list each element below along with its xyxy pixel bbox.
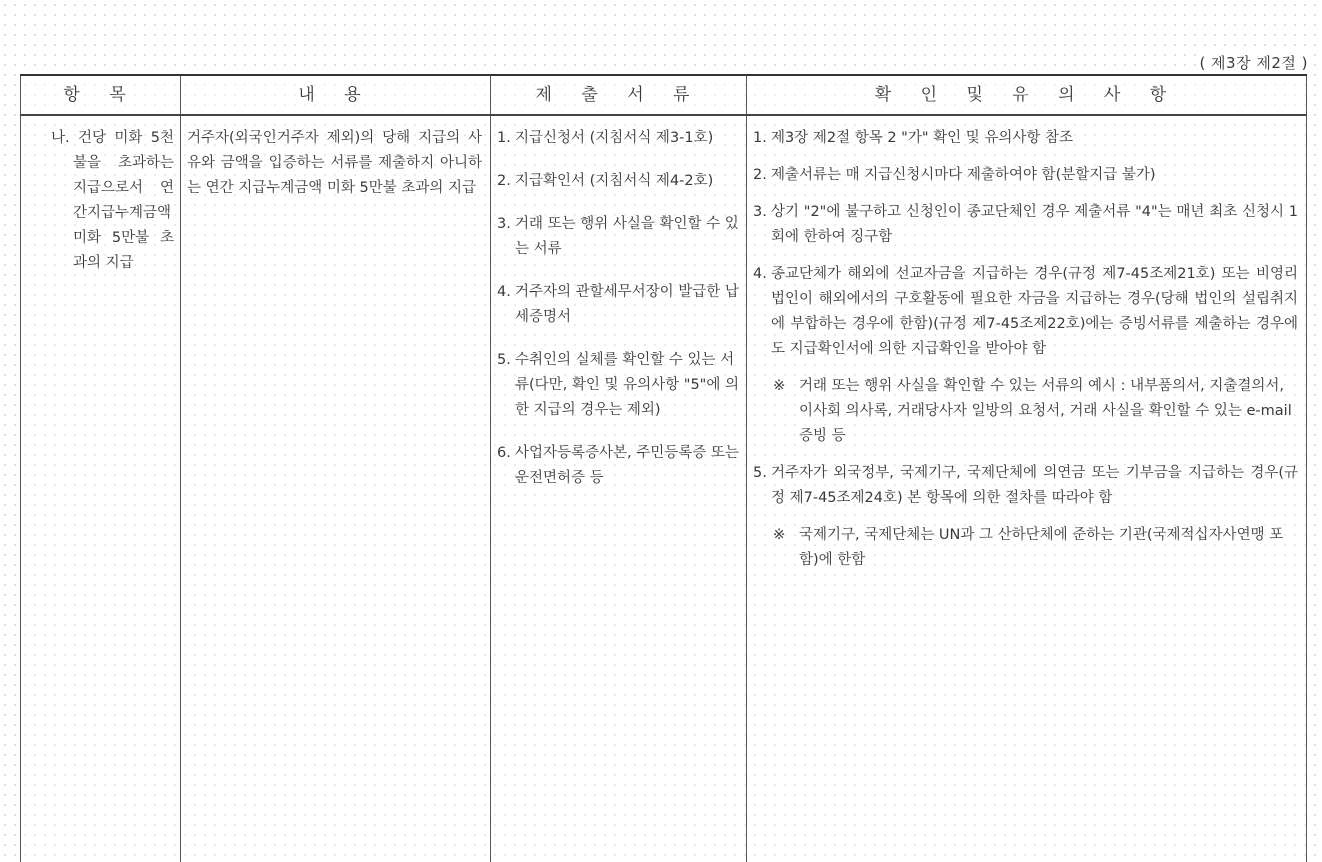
note-item: [753, 461, 1298, 511]
note-text: 제출서류는 매 지급신청시마다 제출하여야 함(분할지급 불가): [771, 167, 1156, 183]
content-cell: [181, 115, 491, 862]
document-text: 수취인의 실체를 확인할 수 있는 서류(다만, 확인 및 유의사항 "5"에 의한 지급의 경우는 제외): [515, 352, 739, 418]
note-number: 1.: [753, 130, 767, 146]
document-item: [497, 169, 740, 194]
document-text: 거주자의 관할세무서장이 발급한 납세증명서: [515, 284, 739, 325]
document-number: 2.: [497, 173, 511, 189]
document-item: [497, 348, 740, 423]
note-number: 4.: [753, 266, 767, 282]
note-text: 종교단체가 해외에 선교자금을 지급하는 경우(규정 제7-45조제21호) 또는 비영리법인이 해외에서의 구호활동에 필요한 자금을 지급하는 경우(당해 법인의 설립취지에 부합하는 경우에 한함)(규정 제7-45조제22호)에는 증빙서류를 제출하는 경우에도 지급확인서에 의한 지급확인을 받아야 함: [771, 266, 1298, 357]
note-item: [753, 126, 1298, 151]
note-text: 상기 "2"에 불구하고 신청인이 종교단체인 경우 제출서류 "4"는 매년 최초 신청시 1회에 한하여 징구함: [771, 204, 1298, 245]
document-text: 거래 또는 행위 사실을 확인할 수 있는 서류: [515, 216, 739, 257]
document-number: 3.: [497, 216, 511, 232]
header-documents: 제 출 서 류: [491, 75, 747, 115]
reference-mark: ※: [773, 527, 786, 543]
note-item: [753, 262, 1298, 362]
header-notes: 확 인 및 유 의 사 항: [747, 75, 1307, 115]
chapter-reference: ( 제3장 제2절 ): [1199, 54, 1308, 72]
reference-text: 국제기구, 국제단체는 UN과 그 산하단체에 준하는 기관(국제적십자사연맹 포함)에 한함: [799, 527, 1284, 568]
table-row: [21, 115, 1307, 862]
header-item: 항 목: [21, 75, 181, 115]
regulation-table: [20, 74, 1307, 862]
note-text: 거주자가 외국정부, 국제기구, 국제단체에 의연금 또는 기부금을 지급하는 경우(규정 제7-45조제24호) 본 항목에 의한 절차를 따라야 함: [771, 465, 1298, 506]
reference-text: 거래 또는 행위 사실을 확인할 수 있는 서류의 예시 : 내부품의서, 지출결의서, 이사회 의사록, 거래당사자 일방의 요청서, 거래 사실을 확인할 수 있는 e-mail 증빙 등: [799, 378, 1292, 444]
note-number: 3.: [753, 204, 767, 220]
document-number: 5.: [497, 352, 511, 368]
note-item: [753, 163, 1298, 188]
document-text: 사업자등록증사본, 주민등록증 또는 운전면허증 등: [515, 445, 739, 486]
note-item: [753, 200, 1298, 250]
document-item: [497, 212, 740, 262]
document-number: 1.: [497, 130, 511, 146]
reference-mark: ※: [773, 378, 786, 394]
document-item: [497, 126, 740, 151]
document-text: 지급신청서 (지침서식 제3-1호): [515, 130, 714, 146]
note-text: 제3장 제2절 항목 2 "가" 확인 및 유의사항 참조: [771, 130, 1073, 146]
note-number: 5.: [753, 465, 767, 481]
item-cell: [21, 115, 181, 862]
document-number: 6.: [497, 445, 511, 461]
header-row: [21, 75, 1307, 115]
notes-cell: [747, 115, 1307, 862]
note-reference: [773, 523, 1298, 573]
document-text: 지급확인서 (지침서식 제4-2호): [515, 173, 714, 189]
item-text: 나. 건당 미화 5천불을 초과하는 지급으로서 연간지급누계금액 미화 5만불 초과의 지급: [51, 130, 174, 271]
documents-cell: [491, 115, 747, 862]
content-text: 거주자(외국인거주자 제외)의 당해 지급의 사유와 금액을 입증하는 서류를 제출하지 아니하는 연간 지급누계금액 미화 5만불 초과의 지급: [187, 130, 482, 196]
note-reference: [773, 374, 1298, 449]
document-number: 4.: [497, 284, 511, 300]
header-content: 내 용: [181, 75, 491, 115]
document-item: [497, 280, 740, 330]
document-item: [497, 441, 740, 491]
note-number: 2.: [753, 167, 767, 183]
